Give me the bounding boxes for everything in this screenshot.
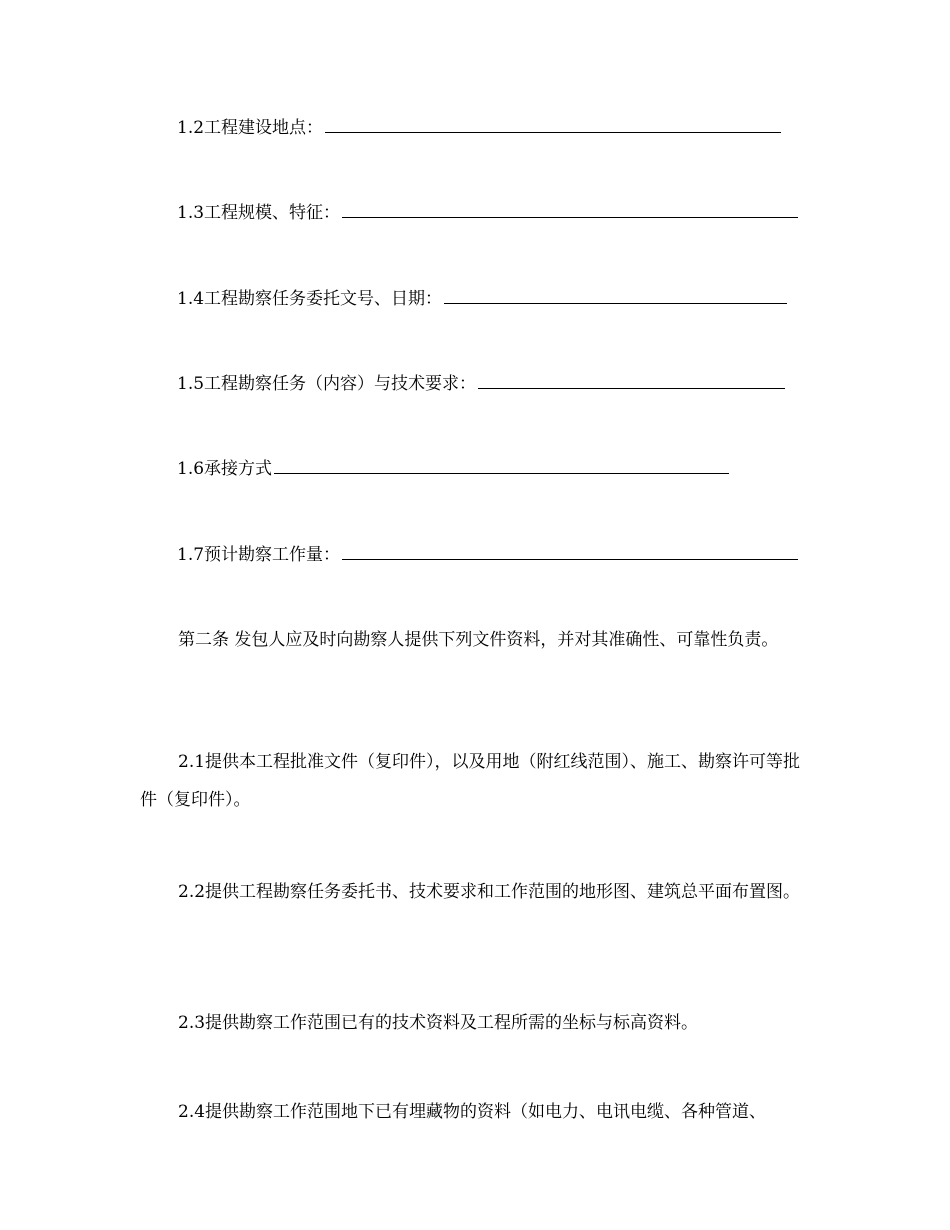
article-2-item-2-1: 2.1提供本工程批准文件（复印件），以及用地（附红线范围）、施工、勘察许可等批件（复印件）。	[140, 752, 801, 810]
field-row-1-6	[177, 457, 729, 480]
blank-field[interactable]	[342, 201, 798, 218]
field-label: 1.6承接方式	[177, 459, 273, 479]
field-label: 1.5工程勘察任务（内容）与技术要求：	[177, 374, 477, 394]
blank-field[interactable]	[478, 372, 785, 389]
blank-field[interactable]	[342, 543, 798, 560]
field-label: 1.7预计勘察工作量：	[177, 545, 341, 565]
blank-field[interactable]	[274, 457, 729, 474]
field-row-1-4	[177, 287, 787, 310]
article-2-intro: 第二条 发包人应及时向勘察人提供下列文件资料，并对其准确性、可靠性负责。	[178, 630, 779, 650]
article-2-item-2-3: 2.3提供勘察工作范围已有的技术资料及工程所需的坐标与标高资料。	[178, 1013, 699, 1033]
article-2-item-2-4: 2.4提供勘察工作范围地下已有埋藏物的资料（如电力、电讯电缆、各种管道、	[178, 1102, 767, 1122]
blank-field[interactable]	[325, 116, 781, 133]
field-row-1-3	[177, 201, 798, 224]
field-row-1-5	[177, 372, 785, 395]
field-row-1-2	[177, 116, 781, 139]
field-label: 1.2工程建设地点：	[177, 118, 324, 138]
article-2-item-2-2: 2.2提供工程勘察任务委托书、技术要求和工作范围的地形图、建筑总平面布置图。	[178, 882, 801, 902]
field-label: 1.4工程勘察任务委托文号、日期：	[177, 289, 443, 309]
field-row-1-7	[177, 543, 798, 566]
field-label: 1.3工程规模、特征：	[177, 203, 341, 223]
blank-field[interactable]	[444, 287, 787, 304]
